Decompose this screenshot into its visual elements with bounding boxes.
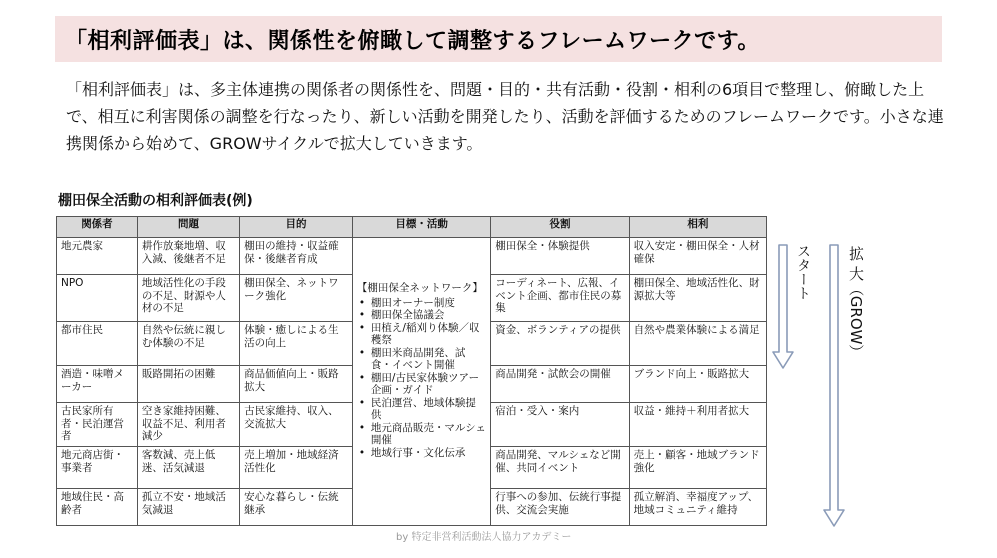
activity-item: • 棚田米商品開発、試食・イベント開催 — [357, 347, 486, 372]
stakeholder-cell: 地域住民・高齢者 — [57, 489, 138, 526]
benefit-cell: 棚田保全、地域活性化、財源拡大等 — [629, 275, 766, 322]
purpose-cell: 棚田の維持・収益確保・後継者育成 — [240, 238, 353, 275]
activity-item: • 地元商品販売・マルシェ開催 — [357, 422, 486, 447]
table-row — [57, 238, 767, 275]
header-problem: 問題 — [137, 217, 239, 238]
page-title: 「相利評価表」は、関係性を俯瞰して調整するフレームワークです。 — [65, 29, 760, 54]
table-title: 棚田保全活動の相利評価表(例) — [58, 193, 253, 209]
header-purpose: 目的 — [240, 217, 353, 238]
activity-item: • 棚田オーナー制度 — [357, 297, 486, 310]
problem-cell: 孤立不安・地域活気減退 — [137, 489, 239, 526]
role-cell: 棚田保全・体験提供 — [491, 238, 629, 275]
header-activities: 目標・活動 — [352, 217, 490, 238]
activity-item: • 棚田保全協議会 — [357, 309, 486, 322]
header-role: 役割 — [491, 217, 629, 238]
purpose-cell: 体験・癒しによる生活の向上 — [240, 322, 353, 366]
purpose-cell: 商品価値向上・販路拡大 — [240, 366, 353, 403]
role-cell: 宿泊・受入・案内 — [491, 403, 629, 447]
activities-cell — [352, 238, 490, 526]
benefit-cell: 売上・顧客・地域ブランド強化 — [629, 447, 766, 489]
start-label: スタート — [795, 244, 811, 300]
role-cell: 商品開発・試飲会の開催 — [491, 366, 629, 403]
stakeholder-cell: NPO — [57, 275, 138, 322]
problem-cell: 地域活性化の手段の不足、財源や人材の不足 — [137, 275, 239, 322]
purpose-cell: 売上増加・地域経済活性化 — [240, 447, 353, 489]
stakeholder-cell: 酒造・味噌メーカー — [57, 366, 138, 403]
stakeholder-cell: 地元商店街・事業者 — [57, 447, 138, 489]
activities-heading: 【棚田保全ネットワーク】 — [356, 282, 483, 294]
expand-label: 拡 大（GROW） — [847, 246, 865, 360]
expand-arrow-icon — [822, 244, 846, 528]
activities-list — [357, 297, 486, 460]
stakeholder-cell: 古民家所有者・民泊運営者 — [57, 403, 138, 447]
problem-cell: 耕作放棄地増、収入減、後継者不足 — [137, 238, 239, 275]
footer-credit: by 特定非営利活動法人協力アカデミー — [396, 532, 572, 543]
header-benefit: 相利 — [629, 217, 766, 238]
intro-paragraph: 「相利評価表」は、多主体連携の関係者の関係性を、問題・目的・共有活動・役割・相利の6項目で整理し、俯瞰した上で、相互に利害関係の調整を行なったり、新しい活動を開発したり、活動を評価するためのフレームワークです。小さな連携関係から始めて、GROWサイクルで拡大していきます。 — [66, 80, 944, 153]
stakeholder-cell: 都市住民 — [57, 322, 138, 366]
stakeholder-cell: 地元農家 — [57, 238, 138, 275]
title-banner — [55, 16, 942, 62]
table-header-row — [57, 217, 767, 238]
benefit-cell: 収入安定・棚田保全・人材確保 — [629, 238, 766, 275]
activity-item: • 棚田/古民家体験ツアー企画・ガイド — [357, 372, 486, 397]
purpose-cell: 棚田保全、ネットワーク強化 — [240, 275, 353, 322]
problem-cell: 空き家維持困難、収益不足、利用者減少 — [137, 403, 239, 447]
benefit-cell: 収益・維持＋利用者拡大 — [629, 403, 766, 447]
problem-cell: 販路開拓の困難 — [137, 366, 239, 403]
problem-cell: 自然や伝統に親しむ体験の不足 — [137, 322, 239, 366]
activity-item: • 地域行事・文化伝承 — [357, 447, 486, 460]
activity-item: • 田植え/稲刈り体験／収穫祭 — [357, 322, 486, 347]
purpose-cell: 古民家維持、収入、交流拡大 — [240, 403, 353, 447]
problem-cell: 客数減、売上低迷、活気減退 — [137, 447, 239, 489]
start-arrow-icon — [771, 244, 795, 370]
benefit-cell: 自然や農業体験による満足 — [629, 322, 766, 366]
role-cell: コーディネート、広報、イベント企画、都市住民の募集 — [491, 275, 629, 322]
benefit-cell: 孤立解消、幸福度アップ、地域コミュニティ維持 — [629, 489, 766, 526]
purpose-cell: 安心な暮らし・伝統継承 — [240, 489, 353, 526]
evaluation-table — [56, 216, 767, 526]
role-cell: 行事への参加、伝統行事提供、交流会実施 — [491, 489, 629, 526]
activity-item: • 民泊運営、地域体験提供 — [357, 397, 486, 422]
benefit-cell: ブランド向上・販路拡大 — [629, 366, 766, 403]
role-cell: 商品開発、マルシェなど開催、共同イベント — [491, 447, 629, 489]
header-stakeholder: 関係者 — [57, 217, 138, 238]
role-cell: 資金、ボランティアの提供 — [491, 322, 629, 366]
